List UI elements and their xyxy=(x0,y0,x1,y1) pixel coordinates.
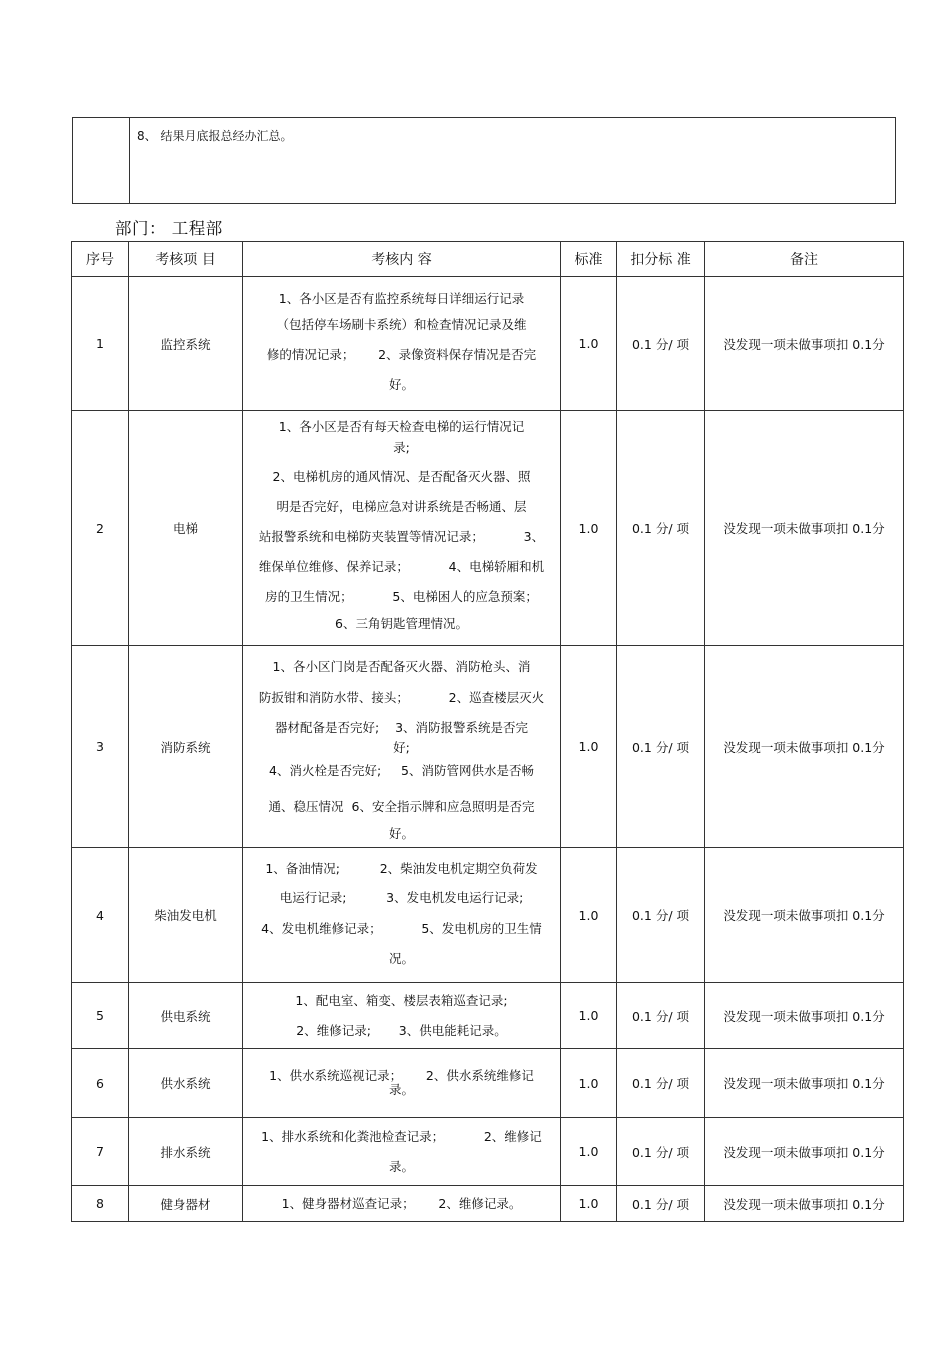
table-row xyxy=(72,1049,904,1118)
content-line: 1、各小区门岗是否配备灭火器、消防枪头、消 xyxy=(272,658,531,674)
row-index: 1 xyxy=(72,277,129,411)
row-note: 没发现一项未做事项扣 0.1分 xyxy=(705,646,904,848)
table-row xyxy=(72,1118,904,1186)
summary-note: 8、 结果月底报总经办汇总。 xyxy=(137,129,293,143)
row-index: 8 xyxy=(72,1186,129,1222)
content-line: 好。 xyxy=(388,376,414,392)
row-item: 健身器材 xyxy=(129,1186,243,1222)
row-content xyxy=(243,1186,561,1222)
content-line: 4、消火栓是否完好; 5、消防管网供水是否畅 xyxy=(269,762,534,778)
content-line: 2、维修记录; 3、供电能耗记录。 xyxy=(296,1022,507,1038)
content-line: 1、各小区是否有监控系统每日详细运行记录 xyxy=(278,290,525,306)
row-standard: 1.0 xyxy=(561,277,617,411)
row-item: 消防系统 xyxy=(129,646,243,848)
table-row xyxy=(72,983,904,1049)
previous-table-fragment xyxy=(72,117,896,204)
content-line: 录; xyxy=(393,440,410,455)
row-deduction: 0.1 分/ 项 xyxy=(617,848,705,983)
content-line: 录。 xyxy=(388,1082,414,1097)
row-index: 5 xyxy=(72,983,129,1049)
content-line: （包括停车场刷卡系统）和检查情况记录及维 xyxy=(276,316,527,332)
row-note: 没发现一项未做事项扣 0.1分 xyxy=(705,1049,904,1118)
table-row xyxy=(72,411,904,646)
row-item: 供水系统 xyxy=(129,1049,243,1118)
row-note: 没发现一项未做事项扣 0.1分 xyxy=(705,983,904,1049)
column-divider xyxy=(129,118,130,203)
header-note: 备注 xyxy=(705,242,904,277)
row-standard: 1.0 xyxy=(561,1186,617,1222)
row-deduction: 0.1 分/ 项 xyxy=(617,983,705,1049)
row-content xyxy=(243,983,561,1049)
row-item: 供电系统 xyxy=(129,983,243,1049)
row-index: 7 xyxy=(72,1118,129,1186)
row-content xyxy=(243,646,561,848)
table-row xyxy=(72,646,904,848)
row-deduction: 0.1 分/ 项 xyxy=(617,277,705,411)
content-line: 站报警系统和电梯防夹装置等情况记录； 3、 xyxy=(258,529,545,544)
row-note: 没发现一项未做事项扣 0.1分 xyxy=(705,1118,904,1186)
row-standard: 1.0 xyxy=(561,411,617,646)
header-standard: 标准 xyxy=(561,242,617,277)
header-content: 考核内 容 xyxy=(243,242,561,277)
content-line: 房的卫生情况； 5、电梯困人的应急预案； xyxy=(265,589,538,604)
row-standard: 1.0 xyxy=(561,983,617,1049)
content-line: 1、各小区是否有每天检查电梯的运行情况记 xyxy=(278,419,525,434)
content-line: 1、备油情况; 2、柴油发电机定期空负荷发 xyxy=(265,861,538,876)
content-line: 好; xyxy=(393,739,410,755)
row-item: 电梯 xyxy=(129,411,243,646)
row-deduction: 0.1 分/ 项 xyxy=(617,646,705,848)
content-line: 通、稳压情况 6、安全指示牌和应急照明是否完 xyxy=(268,798,535,814)
content-line: 2、电梯机房的通风情况、是否配备灭火器、照 xyxy=(272,469,531,484)
department-heading: 部门： 工程部 xyxy=(115,219,223,238)
assessment-table xyxy=(71,241,904,1222)
row-content xyxy=(243,848,561,983)
row-deduction: 0.1 分/ 项 xyxy=(617,1186,705,1222)
row-note: 没发现一项未做事项扣 0.1分 xyxy=(705,411,904,646)
header-item: 考核项 目 xyxy=(129,242,243,277)
content-line: 1、供水系统巡视记录； 2、供水系统维修记 xyxy=(269,1068,534,1083)
row-standard: 1.0 xyxy=(561,848,617,983)
content-line: 4、发电机维修记录； 5、发电机房的卫生情 xyxy=(261,921,542,936)
row-note: 没发现一项未做事项扣 0.1分 xyxy=(705,848,904,983)
content-line: 维保单位维修、保养记录； 4、电梯轿厢和机 xyxy=(258,559,545,574)
row-item: 监控系统 xyxy=(129,277,243,411)
row-item: 排水系统 xyxy=(129,1118,243,1186)
row-content xyxy=(243,277,561,411)
row-deduction: 0.1 分/ 项 xyxy=(617,411,705,646)
content-line: 防扳钳和消防水带、接头； 2、巡查楼层灭火 xyxy=(258,689,545,705)
content-line: 器材配备是否完好; 3、消防报警系统是否完 xyxy=(274,719,529,735)
content-line: 1、配电室、箱变、楼层表箱巡查记录; xyxy=(295,992,508,1008)
row-index: 3 xyxy=(72,646,129,848)
content-line: 录。 xyxy=(388,1158,414,1174)
row-deduction: 0.1 分/ 项 xyxy=(617,1118,705,1186)
row-note: 没发现一项未做事项扣 0.1分 xyxy=(705,277,904,411)
row-deduction: 0.1 分/ 项 xyxy=(617,1049,705,1118)
table-row xyxy=(72,1186,904,1222)
content-line: 明是否完好，电梯应急对讲系统是否畅通、层 xyxy=(276,499,527,514)
header-index: 序号 xyxy=(72,242,129,277)
row-item: 柴油发电机 xyxy=(129,848,243,983)
content-line: 1、健身器材巡查记录； 2、维修记录。 xyxy=(281,1195,522,1211)
content-line: 1、排水系统和化粪池检查记录； 2、维修记 xyxy=(261,1128,542,1144)
row-content xyxy=(243,411,561,646)
row-content xyxy=(243,1049,561,1118)
row-content xyxy=(243,1118,561,1186)
row-index: 2 xyxy=(72,411,129,646)
table-header-row xyxy=(72,242,904,277)
row-standard: 1.0 xyxy=(561,646,617,848)
row-note: 没发现一项未做事项扣 0.1分 xyxy=(705,1186,904,1222)
content-line: 6、三角钥匙管理情况。 xyxy=(335,616,468,631)
content-line: 电运行记录; 3、发电机发电运行记录; xyxy=(279,890,524,905)
content-line: 况。 xyxy=(388,951,414,966)
table-row xyxy=(72,277,904,411)
content-line: 修的情况记录； 2、录像资料保存情况是否完 xyxy=(266,346,537,362)
table-row xyxy=(72,848,904,983)
row-index: 4 xyxy=(72,848,129,983)
row-index: 6 xyxy=(72,1049,129,1118)
header-deduction: 扣分标 准 xyxy=(617,242,705,277)
row-standard: 1.0 xyxy=(561,1118,617,1186)
content-line: 好。 xyxy=(388,825,414,841)
row-standard: 1.0 xyxy=(561,1049,617,1118)
